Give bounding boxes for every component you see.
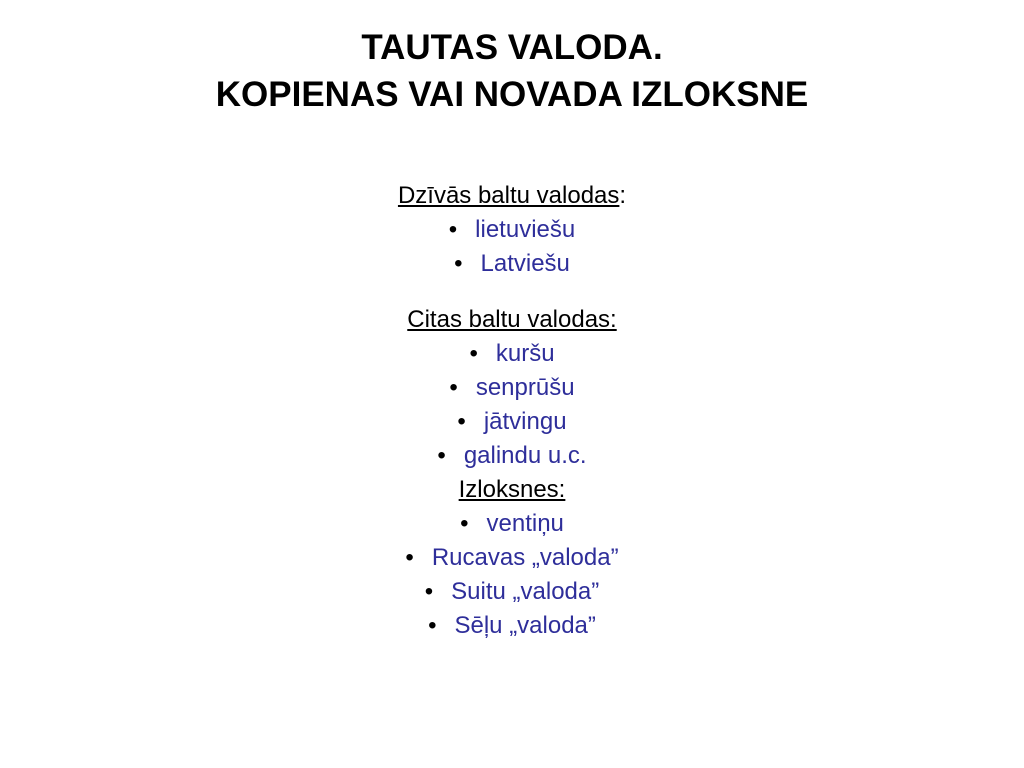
list-item-old-prussian: [0, 371, 1024, 405]
bullet-icon: •: [424, 578, 434, 605]
list-item-ventinu: [0, 507, 1024, 541]
list-item-rucavas: [0, 541, 1024, 575]
list-item-selu: [0, 609, 1024, 643]
living-languages-heading-text: Dzīvās baltu valodas: [397, 182, 620, 209]
title-line-2: KOPIENAS VAI NOVADA IZLOKSNE: [215, 75, 809, 114]
other-languages-heading-text: Citas baltu valodas:: [407, 306, 617, 333]
bullet-icon: •: [448, 216, 458, 243]
slide-title: [0, 24, 1024, 118]
list-item-latvian: [0, 247, 1024, 281]
slide-body: [0, 179, 1024, 643]
bullet-icon: •: [405, 544, 414, 571]
dialects-heading: [0, 473, 1024, 507]
list-item-label: senprūšu: [475, 374, 575, 401]
list-item-label: kuršu: [495, 340, 555, 367]
bullet-icon: •: [437, 442, 446, 469]
list-item-label: galindu u.c.: [463, 442, 587, 469]
list-item-lithuanian: [0, 213, 1024, 247]
bullet-icon: •: [457, 408, 466, 435]
list-item-suitu: [0, 575, 1024, 609]
bullet-icon: •: [449, 374, 458, 401]
living-languages-heading: [0, 179, 1024, 213]
bullet-icon: •: [454, 250, 463, 277]
list-item-label: Suitu „valoda”: [451, 578, 600, 605]
list-item-label: lietuviešu: [475, 216, 576, 243]
spacer: [0, 281, 1024, 303]
bullet-icon: •: [460, 510, 469, 537]
other-languages-heading: [0, 303, 1024, 337]
dialects-heading-text: Izloksnes:: [458, 476, 566, 503]
list-item-label: Rucavas „valoda”: [431, 544, 619, 571]
list-item-label: Sēļu „valoda”: [454, 612, 596, 639]
list-item-yotvingian: [0, 405, 1024, 439]
list-item-curonian: [0, 337, 1024, 371]
title-line-1: TAUTAS VALODA.: [361, 28, 663, 67]
list-item-label: jātvingu: [483, 408, 567, 435]
bullet-icon: •: [469, 340, 478, 367]
list-item-label: ventiņu: [486, 510, 564, 537]
bullet-icon: •: [428, 612, 437, 639]
living-languages-heading-colon: :: [619, 182, 627, 209]
list-item-label: Latviešu: [480, 250, 570, 277]
list-item-galindian: [0, 439, 1024, 473]
